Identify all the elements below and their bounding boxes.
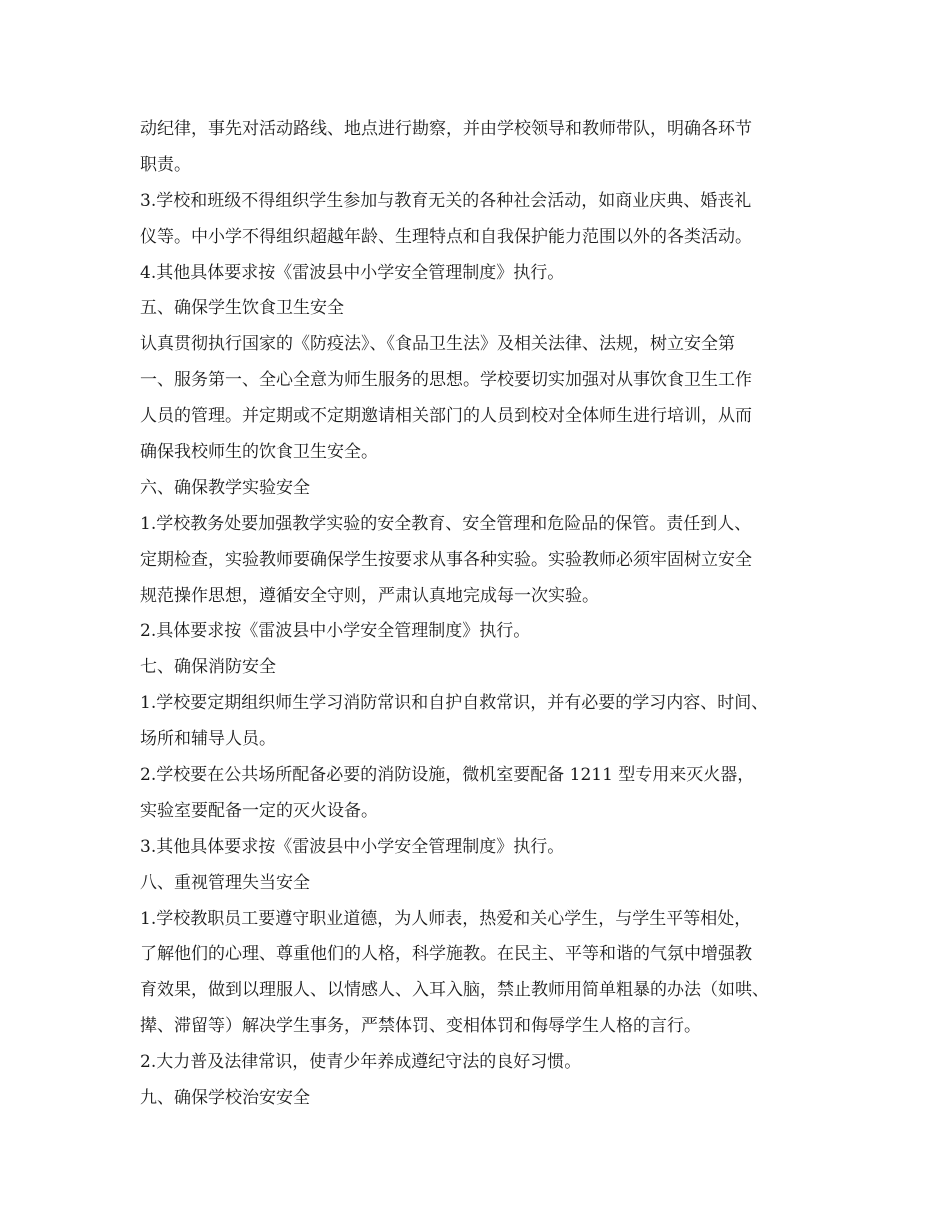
text-line: 定期检查，实验教师要确保学生按要求从事各种实验。实验教师必须牢固树立安全	[140, 549, 752, 570]
text-line: 一、服务第一、全心全意为师生服务的思想。学校要切实加强对从事饮食卫生工作	[140, 370, 752, 391]
text-line: 人员的管理。并定期或不定期邀请相关部门的人员到校对全体师生进行培训，从而	[140, 406, 752, 427]
document-body	[140, 112, 820, 1117]
text-line: 规范操作思想，遵循安全守则，严肃认真地完成每一次实验。	[140, 585, 599, 606]
section-heading: 九、确保学校治安安全	[140, 1088, 310, 1109]
text-line: 实验室要配备一定的灭火设备。	[140, 800, 378, 821]
text-line: 1.学校教职员工要遵守职业道德，为人师表，热爱和关心学生，与学生平等相处，	[140, 908, 752, 929]
text-line: 1.学校要定期组织师生学习消防常识和自护自救常识，并有必要的学习内容、时间、	[140, 693, 769, 714]
text-line: 撵、滞留等）解决学生事务，严禁体罚、变相体罚和侮辱学生人格的言行。	[140, 1016, 701, 1037]
text-line: 育效果，做到以理服人、以情感人、入耳入脑，禁止教师用简单粗暴的办法（如哄、	[140, 980, 769, 1001]
text-line: 2.学校要在公共场所配备必要的消防设施，微机室要配备 1211 型专用来灭火器，	[140, 765, 755, 786]
text-line: 仪等。中小学不得组织超越年龄、生理特点和自我保护能力范围以外的各类活动。	[140, 226, 752, 247]
text-line: 确保我校师生的饮食卫生安全。	[140, 442, 378, 463]
text-line: 场所和辅导人员。	[140, 729, 276, 750]
text-line: 3.学校和班级不得组织学生参加与教育无关的各种社会活动，如商业庆典、婚丧礼	[140, 190, 752, 211]
text-line: 4.其他具体要求按《雷波县中小学安全管理制度》执行。	[140, 262, 565, 283]
section-heading: 五、确保学生饮食卫生安全	[140, 298, 344, 319]
section-heading: 六、确保教学实验安全	[140, 477, 310, 498]
text-line: 2.大力普及法律常识，使青少年养成遵纪守法的良好习惯。	[140, 1052, 582, 1073]
text-line: 3.其他具体要求按《雷波县中小学安全管理制度》执行。	[140, 836, 565, 857]
text-line: 认真贯彻执行国家的《防疫法》、《食品卫生法》及相关法律、法规，树立安全第	[140, 334, 735, 355]
text-line: 了解他们的心理、尊重他们的人格，科学施教。在民主、平等和谐的气氛中增强教	[140, 944, 752, 965]
section-heading: 八、重视管理失当安全	[140, 872, 310, 893]
text-line: 1.学校教务处要加强教学实验的安全教育、安全管理和危险品的保管。责任到人、	[140, 513, 752, 534]
text-line: 2.具体要求按《雷波县中小学安全管理制度》执行。	[140, 621, 531, 642]
text-line: 职责。	[140, 154, 191, 175]
text-line: 动纪律，事先对活动路线、地点进行勘察，并由学校领导和教师带队，明确各环节	[140, 119, 752, 139]
section-heading: 七、确保消防安全	[140, 657, 276, 678]
